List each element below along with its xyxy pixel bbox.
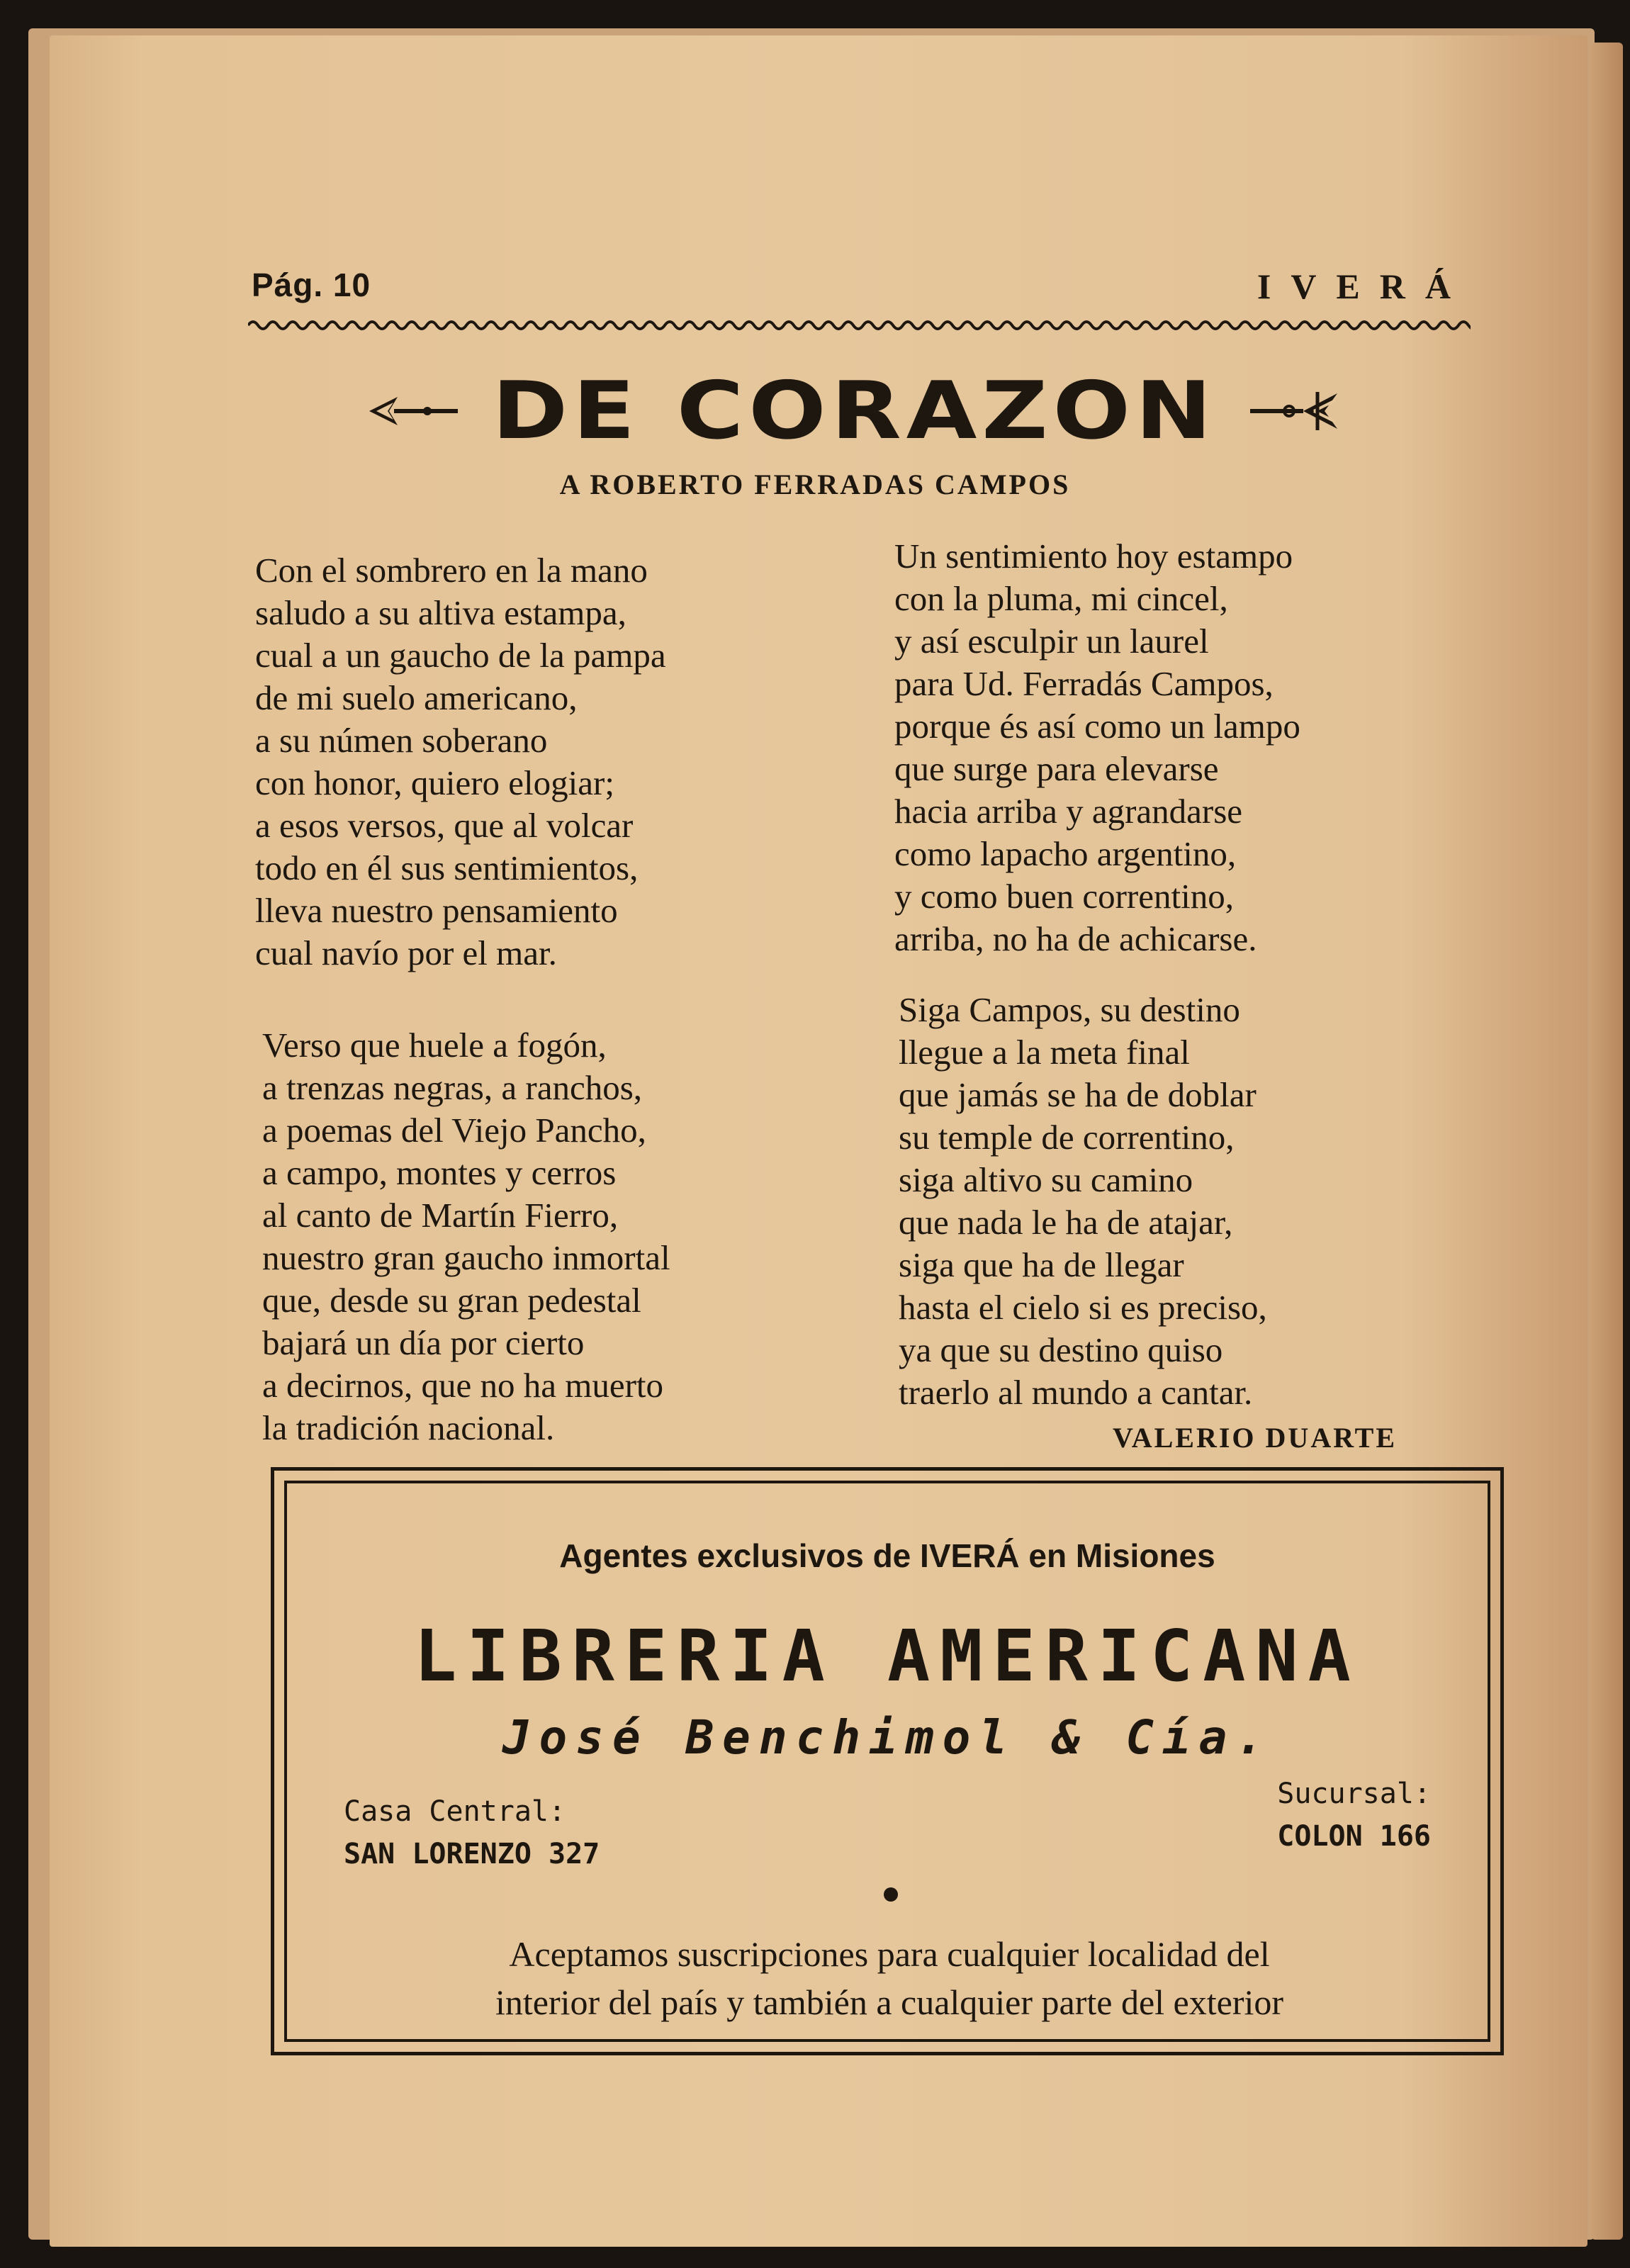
poem-line: que jamás se ha de doblar (899, 1075, 1257, 1114)
poem-line: para Ud. Ferradás Campos, (894, 664, 1274, 703)
poem-line: que surge para elevarse (894, 749, 1219, 788)
poem-line: saludo a su altiva estampa, (255, 593, 626, 632)
main-branch-address: SAN LORENZO 327 (344, 1838, 600, 1870)
poem-stanza-4 (899, 989, 1267, 1414)
second-branch-label: Sucursal: (1277, 1778, 1431, 1810)
dedication: A ROBERTO FERRADAS CAMPOS (559, 468, 1071, 500)
poem-line: bajará un día por cierto (262, 1323, 585, 1362)
poem-line: siga altivo su camino (899, 1160, 1193, 1199)
ad-store-name: LIBRERIA AMERICANA (414, 1615, 1361, 1697)
poem-line: Con el sombrero en la mano (255, 551, 648, 590)
poem-line: lleva nuestro pensamiento (255, 891, 618, 930)
poem-line: de mi suelo americano, (255, 678, 578, 717)
advertisement-inner-border (284, 1481, 1490, 2042)
poem-line: Siga Campos, su destino (899, 990, 1240, 1029)
poem-line: cual navío por el mar. (255, 933, 557, 972)
poem-line: y así esculpir un laurel (894, 622, 1209, 661)
poem-line: con la pluma, mi cincel, (894, 579, 1228, 618)
arrow-ornament-left-icon (362, 390, 461, 432)
page-header (252, 266, 1471, 315)
poem-line: Verso que huele a fogón, (262, 1026, 607, 1065)
poem-line: cual a un gaucho de la pampa (255, 636, 666, 675)
ad-main-branch (344, 1795, 600, 1870)
poem-line: ya que su destino quiso (899, 1330, 1223, 1369)
poem-line: a campo, montes y cerros (262, 1153, 617, 1192)
poem-line: hacia arriba y agrandarse (894, 792, 1243, 831)
poem-line: siga que ha de llegar (899, 1245, 1184, 1284)
poem-line: nuestro gran gaucho inmortal (262, 1238, 670, 1277)
facing-page-edge (1591, 43, 1623, 2240)
poem-line: como lapacho argentino, (894, 834, 1237, 873)
poem-line: a trenzas negras, a ranchos, (262, 1068, 643, 1107)
title-row (340, 365, 1368, 457)
poem-line: Un sentimiento hoy estampo (894, 537, 1293, 576)
poem-line: traerlo al mundo a cantar. (899, 1373, 1253, 1412)
poem-line: a poemas del Viejo Pancho, (262, 1111, 646, 1150)
poem-line: todo en él sus sentimientos, (255, 848, 639, 887)
ad-note-line: Aceptamos suscripciones para cualquier localidad del (509, 1934, 1270, 1974)
ad-owner-name: José Benchimol & Cía. (502, 1710, 1273, 1765)
advertisement-box (271, 1467, 1504, 2055)
wavy-rule-divider (248, 315, 1471, 335)
ad-note-line: interior del país y también a cualquier parte del exterior (495, 1982, 1284, 2022)
poem-line: hasta el cielo si es preciso, (899, 1288, 1267, 1327)
poem-line: la tradición nacional. (262, 1408, 555, 1447)
poem-line: a esos versos, que al volcar (255, 806, 634, 845)
poem-line: que nada le ha de atajar, (899, 1203, 1233, 1242)
ad-agents-line: Agentes exclusivos de IVERÁ en Misiones (559, 1537, 1215, 1574)
author-signature: VALERIO DUARTE (1113, 1422, 1398, 1454)
article-title: DE CORAZON (491, 365, 1217, 457)
poem-line: que, desde su gran pedestal (262, 1281, 641, 1320)
page-number: Pág. 10 (252, 266, 371, 303)
poem-line: con honor, quiero elogiar; (255, 763, 614, 802)
ad-subscription-note (344, 1930, 1435, 2026)
poem-line: llegue a la meta final (899, 1033, 1190, 1072)
bullet-dot-icon (884, 1887, 898, 1902)
poem-line: a decirnos, que no ha muerto (262, 1366, 664, 1405)
poem-line: arriba, no ha de achicarse. (894, 919, 1257, 958)
ad-second-branch (1277, 1778, 1431, 1853)
main-branch-label: Casa Central: (344, 1795, 566, 1828)
poem-line: a su númen soberano (255, 721, 548, 760)
poem-line: y como buen correntino, (894, 877, 1234, 916)
poem-stanza-1 (255, 549, 666, 975)
poem-stanza-3 (894, 535, 1300, 960)
poem-stanza-2 (262, 1024, 670, 1449)
second-branch-address: COLON 166 (1277, 1820, 1431, 1853)
poem-line: su temple de correntino, (899, 1118, 1235, 1157)
magazine-name: IVERÁ (1257, 266, 1471, 306)
poem-line: al canto de Martín Fierro, (262, 1196, 619, 1235)
poem-line: porque és así como un lampo (894, 707, 1300, 746)
arrow-ornament-right-icon (1247, 386, 1346, 436)
